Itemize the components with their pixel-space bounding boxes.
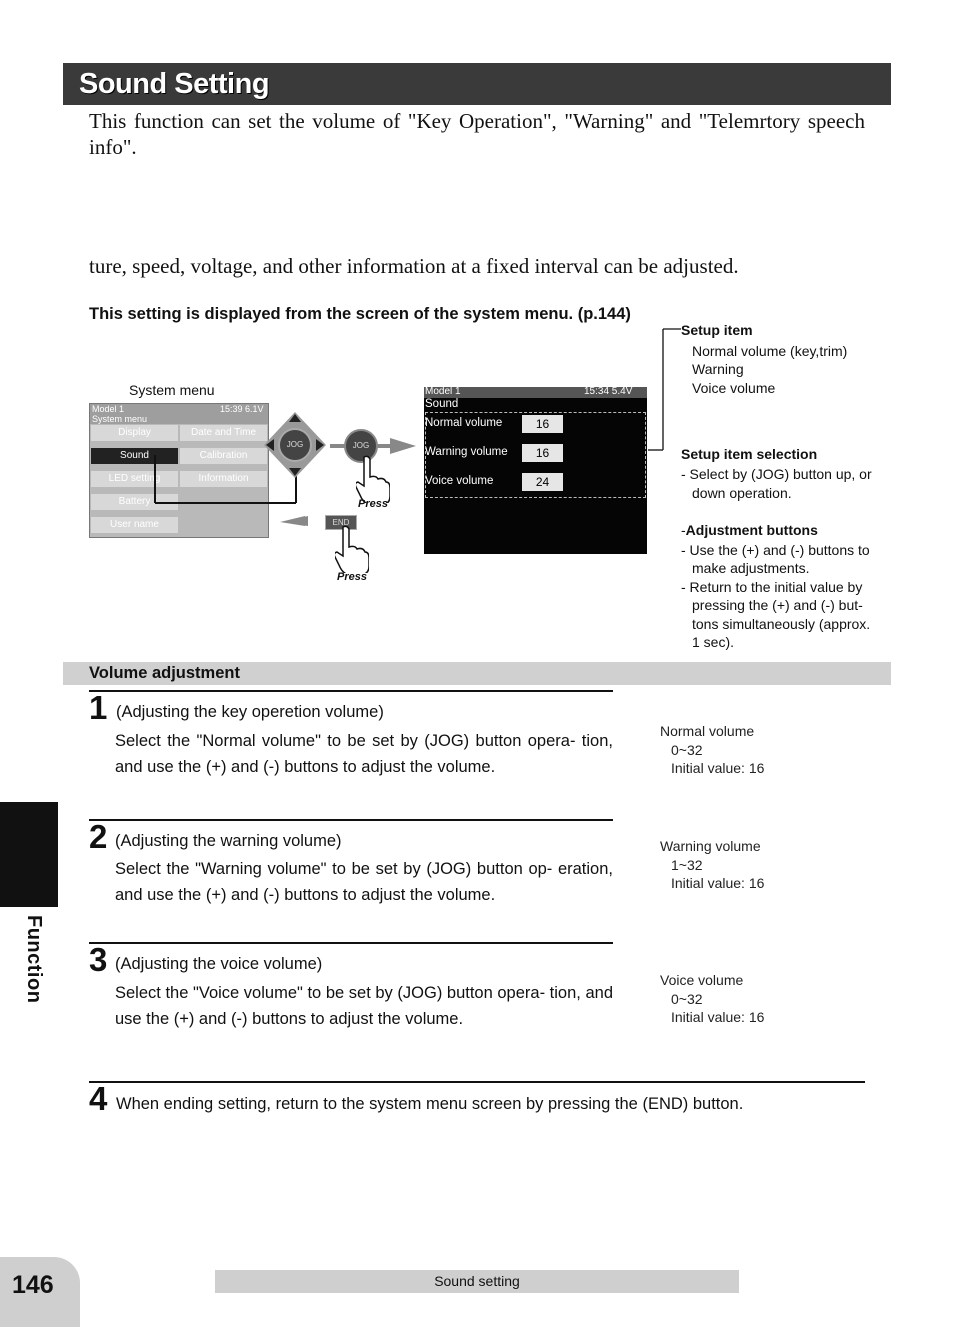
- menu-button-sound[interactable]: Sound: [91, 448, 178, 464]
- step-note: [660, 971, 764, 1027]
- note-title: Normal volume: [660, 723, 755, 739]
- pointing-hand-icon: [356, 455, 390, 503]
- note-initial: Initial value: 16: [671, 875, 765, 891]
- setup-item-heading: Setup item: [681, 322, 753, 338]
- setup-selection-line1: - Select by (JOG) button up, or: [681, 466, 872, 482]
- adjustment-b3: tons simultaneously (approx.: [692, 616, 871, 632]
- setup-item-bracket: [645, 325, 685, 455]
- system-screen-title: System menu: [92, 414, 148, 424]
- setup-selection-heading: Setup item selection: [681, 446, 818, 462]
- footer-section-label: Sound setting: [215, 1270, 739, 1293]
- sidebar-label: Function: [23, 915, 45, 1004]
- sound-screen-status: 15:34 5.4V: [584, 387, 633, 397]
- note-range: 0~32: [671, 990, 703, 1007]
- intro-paragraph: This function can set the volume of "Key Operation", "Warning" and "Telemrtory speech info".: [89, 109, 865, 159]
- step-divider: [89, 690, 613, 692]
- step-divider: [89, 1081, 865, 1083]
- arrow-left-icon: [280, 516, 325, 526]
- system-screen-model: Model 1: [92, 404, 125, 414]
- intro-fragment: ture, speed, voltage, and other information at a fixed interval can be adjusted.: [89, 254, 739, 278]
- sound-row-normal-value[interactable]: 16: [522, 415, 563, 433]
- press-label-end: Press: [337, 571, 367, 583]
- page-number: 146: [12, 1271, 54, 1299]
- system-menu-label: System menu: [129, 382, 215, 398]
- menu-button-user-name[interactable]: User name: [91, 517, 178, 533]
- step-note: [660, 837, 764, 893]
- adjustment-b4: 1 sec).: [692, 634, 735, 650]
- end-button-icon[interactable]: END: [325, 515, 357, 530]
- step-body: Select the "Normal volume" to be set by (JOG) button opera- tion, and use the (+) and (-) buttons to adjust the volume.: [115, 732, 613, 776]
- sound-screen: [424, 387, 647, 554]
- section-title: Volume adjustment: [89, 664, 240, 682]
- menu-button-information[interactable]: Information: [180, 471, 267, 487]
- note-title: Voice volume: [660, 972, 744, 988]
- selection-frame: [425, 412, 646, 498]
- adjustment-a1: - Use the (+) and (-) buttons to: [681, 542, 870, 558]
- setup-selection-line2: down operation.: [692, 485, 792, 501]
- setup-item-voice: Voice volume: [692, 380, 776, 396]
- adjustment-heading: Adjustment buttons: [685, 522, 818, 538]
- note-range: 0~32: [671, 741, 703, 758]
- step-number: 3: [89, 941, 108, 978]
- setup-item-normal: Normal volume (key,trim): [692, 343, 848, 359]
- note-initial: Initial value: 16: [671, 760, 765, 776]
- menu-button-led[interactable]: LED setting: [91, 471, 178, 487]
- setup-item-warning: Warning: [692, 361, 744, 377]
- adjustment-a2: make adjustments.: [692, 560, 810, 576]
- step-heading: (Adjusting the voice volume): [115, 955, 323, 973]
- sidebar-tab: [0, 802, 58, 907]
- step-heading: (Adjusting the warning volume): [115, 832, 342, 850]
- jog-dial-icon[interactable]: [262, 410, 328, 480]
- menu-button-battery[interactable]: Battery: [91, 494, 178, 510]
- sound-row-warning-label: Warning volume: [425, 446, 508, 458]
- step-number: 2: [89, 818, 108, 855]
- step-divider: [89, 819, 613, 821]
- adjustment-prefix: -: [681, 522, 686, 538]
- note-title: Warning volume: [660, 838, 761, 854]
- sound-row-voice-value[interactable]: 24: [522, 473, 563, 491]
- note-range: 1~32: [671, 856, 703, 873]
- adjustment-b2: pressing the (+) and (-) but-: [692, 597, 863, 613]
- system-screen-status: 15:39 6.1V: [220, 404, 264, 414]
- menu-button-date-time[interactable]: Date and Time: [180, 425, 267, 441]
- step-body: Select the "Warning volume" to be set by (JOG) button op- eration, and use the (+) and (-) buttons to adjust the volume.: [115, 860, 613, 904]
- sound-row-warning-value[interactable]: 16: [522, 444, 563, 462]
- note-initial: Initial value: 16: [671, 1009, 765, 1025]
- sound-screen-model: Model 1: [425, 387, 461, 397]
- press-label-jog: Press: [358, 498, 388, 510]
- pointing-hand-icon: [335, 525, 369, 573]
- sound-row-normal-label: Normal volume: [425, 417, 503, 429]
- page-title: Sound Setting: [79, 68, 270, 100]
- display-note: This setting is displayed from the screen of the system menu. (p.144): [89, 305, 631, 323]
- step-body: When ending setting, return to the system menu screen by pressing the (END) button.: [116, 1095, 744, 1113]
- menu-button-display[interactable]: Display: [91, 425, 178, 441]
- step-divider: [89, 942, 613, 944]
- sound-row-voice-label: Voice volume: [425, 475, 494, 487]
- sound-screen-title: Sound: [425, 398, 459, 410]
- step-heading: (Adjusting the key operetion volume): [116, 703, 384, 721]
- step-note: [660, 722, 764, 778]
- jog-button-icon[interactable]: JOG: [344, 429, 378, 463]
- step-number: 1: [89, 689, 108, 726]
- step-number: 4: [89, 1080, 108, 1117]
- step-body: Select the "Voice volume" to be set by (JOG) button opera- tion, and use the (+) and (-) buttons to adjust the volume.: [115, 984, 613, 1028]
- jog-label: JOG: [286, 440, 304, 449]
- menu-button-calibration[interactable]: Calibration: [180, 448, 267, 464]
- adjustment-b1: - Return to the initial value by: [681, 579, 863, 595]
- adjustment-heading-wrap: [681, 521, 818, 540]
